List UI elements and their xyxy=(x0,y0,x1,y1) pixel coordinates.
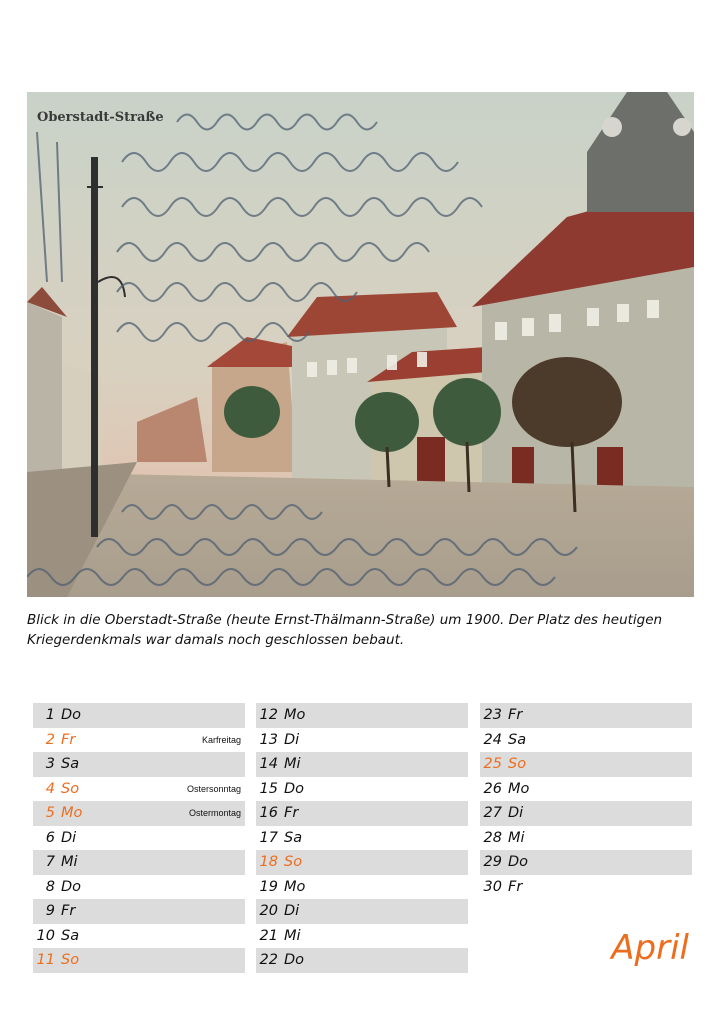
calendar-day-row xyxy=(256,948,468,973)
weekday: Fr xyxy=(61,903,76,920)
weekday: Di xyxy=(284,903,300,920)
calendar-day-row xyxy=(33,777,245,802)
day-number: 18 xyxy=(259,854,278,871)
calendar-day-row xyxy=(33,875,245,900)
day-number: 21 xyxy=(259,927,278,944)
calendar-day-row xyxy=(33,826,245,851)
calendar-column-3 xyxy=(480,703,692,899)
month-title: April xyxy=(611,928,689,968)
calendar-day-row xyxy=(256,924,468,949)
day-number: 29 xyxy=(483,854,502,871)
holiday-note: Ostermontag xyxy=(188,808,241,819)
weekday: Mo xyxy=(508,780,530,797)
weekday: Do xyxy=(284,952,305,969)
weekday: Fr xyxy=(508,707,523,724)
calendar-day-row xyxy=(256,850,468,875)
day-number: 1 xyxy=(45,707,55,724)
calendar-day-row xyxy=(33,801,245,826)
weekday: So xyxy=(61,780,80,797)
calendar-day-row xyxy=(480,752,692,777)
weekday: Do xyxy=(284,780,305,797)
calendar-day-row xyxy=(256,899,468,924)
calendar-day-row xyxy=(256,826,468,851)
historic-postcard-photo xyxy=(27,92,694,597)
calendar-day-row xyxy=(256,801,468,826)
day-number: 2 xyxy=(45,731,55,748)
day-number: 4 xyxy=(45,780,55,797)
weekday: Di xyxy=(508,805,524,822)
day-number: 5 xyxy=(45,805,55,822)
calendar-day-row xyxy=(480,850,692,875)
calendar-day-row xyxy=(480,703,692,728)
day-number: 11 xyxy=(36,952,55,969)
weekday: Di xyxy=(284,731,300,748)
holiday-note: Karfreitag xyxy=(201,734,241,745)
day-number: 26 xyxy=(483,780,502,797)
day-number: 27 xyxy=(483,805,502,822)
weekday: Sa xyxy=(61,756,80,773)
weekday: Mi xyxy=(284,756,301,773)
day-number: 3 xyxy=(45,756,55,773)
calendar-day-row xyxy=(33,948,245,973)
calendar-day-row xyxy=(480,801,692,826)
day-number: 22 xyxy=(259,952,278,969)
postcard-illustration xyxy=(27,92,694,597)
weekday: Do xyxy=(61,707,82,724)
weekday: Do xyxy=(61,878,82,895)
day-number: 19 xyxy=(259,878,278,895)
calendar-day-row xyxy=(33,924,245,949)
day-number: 16 xyxy=(259,805,278,822)
weekday: Fr xyxy=(284,805,299,822)
day-number: 24 xyxy=(483,731,502,748)
weekday: Mi xyxy=(508,829,525,846)
calendar-column-2 xyxy=(256,703,468,973)
calendar-day-row xyxy=(33,899,245,924)
day-number: 6 xyxy=(45,829,55,846)
calendar-day-row xyxy=(256,728,468,753)
calendar-day-row xyxy=(33,728,245,753)
calendar-day-row xyxy=(33,703,245,728)
day-number: 9 xyxy=(45,903,55,920)
weekday: Sa xyxy=(61,927,80,944)
calendar-day-row xyxy=(256,703,468,728)
calendar-day-row xyxy=(256,777,468,802)
weekday: So xyxy=(284,854,303,871)
calendar-column-1 xyxy=(33,703,245,973)
weekday: Mo xyxy=(284,878,306,895)
calendar-day-row xyxy=(33,850,245,875)
day-number: 25 xyxy=(483,756,502,773)
day-number: 15 xyxy=(259,780,278,797)
day-number: 13 xyxy=(259,731,278,748)
weekday: Sa xyxy=(284,829,303,846)
day-number: 17 xyxy=(259,829,278,846)
weekday: Sa xyxy=(508,731,527,748)
day-number: 8 xyxy=(45,878,55,895)
weekday: Mi xyxy=(284,927,301,944)
calendar-day-row xyxy=(480,826,692,851)
weekday: Mo xyxy=(284,707,306,724)
calendar-day-row xyxy=(480,777,692,802)
day-number: 7 xyxy=(45,854,55,871)
holiday-note: Ostersonntag xyxy=(186,783,241,794)
calendar-day-row xyxy=(480,875,692,900)
weekday: Fr xyxy=(508,878,523,895)
day-number: 28 xyxy=(483,829,502,846)
photo-caption: Blick in die Oberstadt-Straße (heute Ernst-Thälmann-Straße) um 1900. Der Platz des heutigen Kriegerdenkmals war damals noch geschlossen bebaut. xyxy=(27,612,663,648)
day-number: 20 xyxy=(259,903,278,920)
day-number: 30 xyxy=(483,878,502,895)
calendar-day-row xyxy=(480,728,692,753)
calendar-day-row xyxy=(256,875,468,900)
postcard-title: Oberstadt-Straße xyxy=(37,110,164,125)
day-number: 10 xyxy=(36,927,55,944)
weekday: Mi xyxy=(61,854,78,871)
day-number: 23 xyxy=(483,707,502,724)
day-number: 14 xyxy=(259,756,278,773)
weekday: Di xyxy=(61,829,77,846)
weekday: So xyxy=(508,756,527,773)
day-number: 12 xyxy=(259,707,278,724)
calendar-day-row xyxy=(256,752,468,777)
weekday: Mo xyxy=(61,805,83,822)
weekday: Do xyxy=(508,854,529,871)
calendar-day-row xyxy=(33,752,245,777)
weekday: Fr xyxy=(61,731,76,748)
weekday: So xyxy=(61,952,80,969)
